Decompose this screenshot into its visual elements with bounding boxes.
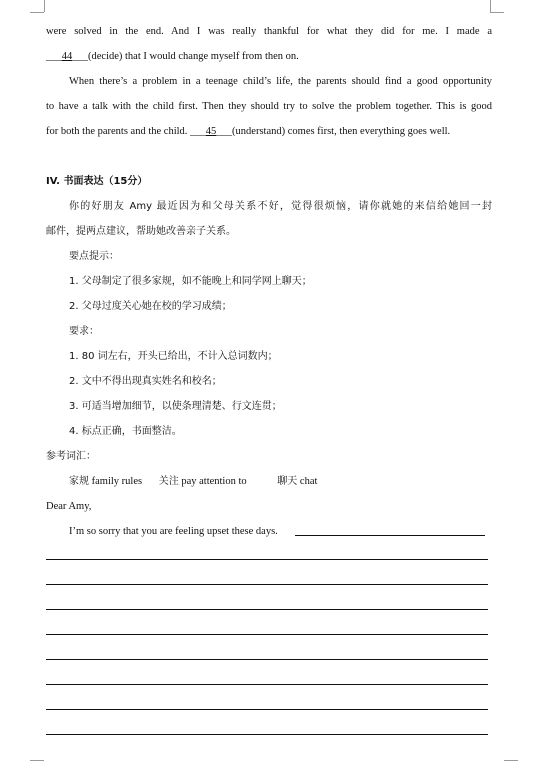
requirement-3: 3. 可适当增加细节，以使条理清楚、行文连贯； xyxy=(69,401,282,412)
requirement-2: 2. 文中不得出现真实姓名和校名； xyxy=(69,376,222,387)
vocab-2-cn: 关注 xyxy=(158,476,179,487)
blank-45-suffix[interactable]: ___ xyxy=(216,126,233,137)
point-2: 2. 父母过度关心她在校的学习成绩； xyxy=(69,301,232,312)
passage-line-5 xyxy=(46,125,492,139)
answer-line-1[interactable] xyxy=(46,559,488,560)
passage-line-1: were solved in the end. And I was really thankful for what they did for me. I made a xyxy=(46,26,492,37)
answer-line-5[interactable] xyxy=(46,659,488,660)
blank-44-suffix[interactable]: ___ xyxy=(72,51,88,62)
answer-line-0[interactable] xyxy=(295,535,485,536)
vocab-3-cn: 聊天 xyxy=(277,476,298,487)
answer-line-4[interactable] xyxy=(46,634,488,635)
letter-greeting: Dear Amy, xyxy=(46,501,92,512)
letter-opening: I’m so sorry that you are feeling upset these days. xyxy=(69,526,278,537)
answer-line-8[interactable] xyxy=(46,734,488,735)
blank-45-number: 45 xyxy=(205,126,217,137)
prompt-line-1: 你的好朋友 Amy 最近因为和父母关系不好，觉得很烦恼，请你就她的来信给她回一封 xyxy=(69,201,492,212)
vocab-1-cn: 家规 xyxy=(69,476,89,487)
vocab-2-en: pay attention to xyxy=(181,476,247,487)
passage-line-2-text: (decide) that I would change myself from then on. xyxy=(88,51,299,62)
vocab-3-en: chat xyxy=(299,476,318,487)
blank-45-prefix[interactable]: ___ xyxy=(190,126,206,137)
requirements-label: 要求： xyxy=(69,326,99,337)
requirement-1: 1. 80 词左右，开头已给出，不计入总词数内； xyxy=(69,351,278,362)
letter-opening-line xyxy=(69,525,492,539)
crop-mark-top-right xyxy=(490,0,505,12)
prompt-line-2: 邮件，提两点建议，帮助她改善亲子关系。 xyxy=(46,226,236,237)
answer-line-2[interactable] xyxy=(46,584,488,585)
crop-mark-bottom-right xyxy=(504,760,518,761)
answer-line-3[interactable] xyxy=(46,609,488,610)
requirement-4: 4. 标点正确，书面整洁。 xyxy=(69,426,182,437)
answer-line-6[interactable] xyxy=(46,684,488,685)
passage-line-5-rest: (understand) comes first, then everything goes well. xyxy=(232,126,451,137)
crop-mark-top-left-horizontal xyxy=(30,12,44,13)
passage-line-2 xyxy=(46,50,492,64)
vocab-1-en: family rules xyxy=(91,476,143,487)
points-label: 要点提示： xyxy=(69,251,119,262)
passage-line-5-text: for both the parents and the child. xyxy=(46,126,191,137)
crop-mark-top-left xyxy=(30,0,45,12)
crop-mark-top-right-horizontal xyxy=(490,12,504,13)
crop-mark-bottom-left xyxy=(30,760,44,761)
vocab-label: 参考词汇： xyxy=(46,451,96,462)
passage-line-4: to have a talk with the child first. Then they should try to solve the problem together. This is good xyxy=(46,101,492,112)
point-1: 1. 父母制定了很多家规，如不能晚上和同学网上聊天； xyxy=(69,276,312,287)
blank-44-number: 44 xyxy=(61,51,73,62)
vocab-list xyxy=(69,475,492,489)
blank-44-prefix[interactable]: ___ xyxy=(46,51,62,62)
section-heading: IV. 书面表达（15分） xyxy=(46,176,148,187)
passage-line-3: When there’s a problem in a teenage child’s life, the parents should find a good opportunity xyxy=(69,76,492,87)
answer-line-7[interactable] xyxy=(46,709,488,710)
